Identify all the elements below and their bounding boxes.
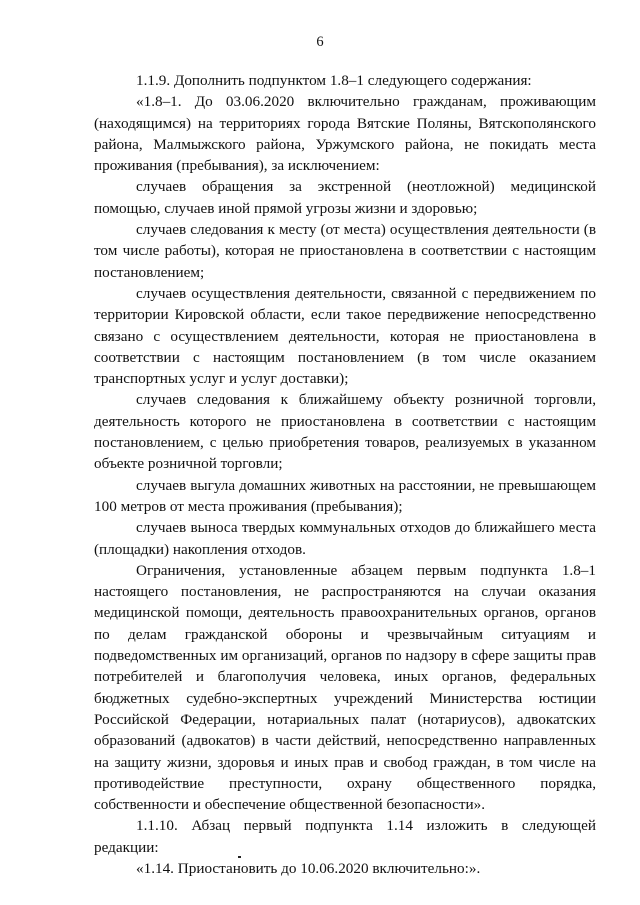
document-body xyxy=(94,70,596,879)
paragraph-1-1-10: 1.1.10. Абзац первый подпункта 1.14 изложить в следующей редакции: xyxy=(94,817,596,856)
paragraph-exception-work: случаев следования к месту (от места) осуществления деятельности (в том числе работы), которая не приостановлена в соответствии с настоящим постановлением; xyxy=(94,221,596,281)
page-number: 6 xyxy=(316,34,324,50)
paragraph-1-14: «1.14. Приостановить до 10.06.2020 включительно:». xyxy=(136,859,481,877)
paragraph-1-8-1: «1.8–1. До 03.06.2020 включительно гражданам, проживающим (находящимся) на территориях города Вятские Поляны, Вятскополянского района, Малмыжского района, Уржумского района, не покидать места проживания (пребывания), за исключением: xyxy=(94,93,596,175)
paragraph-exception-shopping: случаев следования к ближайшему объекту розничной торговли, деятельность которого не приостановлена в соответствии с настоящим постановлением, с целью приобретения товаров, реализуемых в указанном объекте розничной торговли; xyxy=(94,391,596,473)
paragraph-exception-medical: случаев обращения за экстренной (неотложной) медицинской помощью, случаев иной прямой угрозы жизни и здоровью; xyxy=(94,178,596,217)
paragraph-exception-waste: случаев выноса твердых коммунальных отходов до ближайшего места (площадки) накопления отходов. xyxy=(94,519,596,558)
paragraph-exception-travel: случаев осуществления деятельности, связанной с передвижением по территории Кировской области, если такое передвижение непосредственно связано с осуществлением деятельности, которая не приостановлена в соответствии с настоящим постановлением (в том числе оказанием транспортных услуг и услуг доставки); xyxy=(94,284,596,388)
stray-mark xyxy=(238,856,241,858)
paragraph-1-1-9: 1.1.9. Дополнить подпунктом 1.8–1 следующего содержания: xyxy=(136,72,532,89)
paragraph-exception-pets: случаев выгула домашних животных на расстоянии, не превышающем 100 метров от места проживания (пребывания); xyxy=(94,476,596,515)
paragraph-restrictions: Ограничения, установленные абзацем первым подпункта 1.8–1 настоящего постановления, не распространяются на случаи оказания медицинской помощи, деятельность правоохранительных органов, органов по делам гражданской обороны и чрезвычайным ситуациям и подведомственных им организаций, органов по надзору в сфере защиты прав потребителей и благополучия человека, иных органов, федеральных бюджетных судебно-экспертных учреждений Министерства юстиции Российской Федерации, нотариальных палат (нотариусов), адвокатских образований (адвокатов) в части действий, непосредственно направленных на защиту жизни, здоровья и иных прав и свобод граждан, в том числе на противодействие преступности, охрану общественного порядка, собственности и обеспечение общественной безопасности». xyxy=(94,561,596,814)
